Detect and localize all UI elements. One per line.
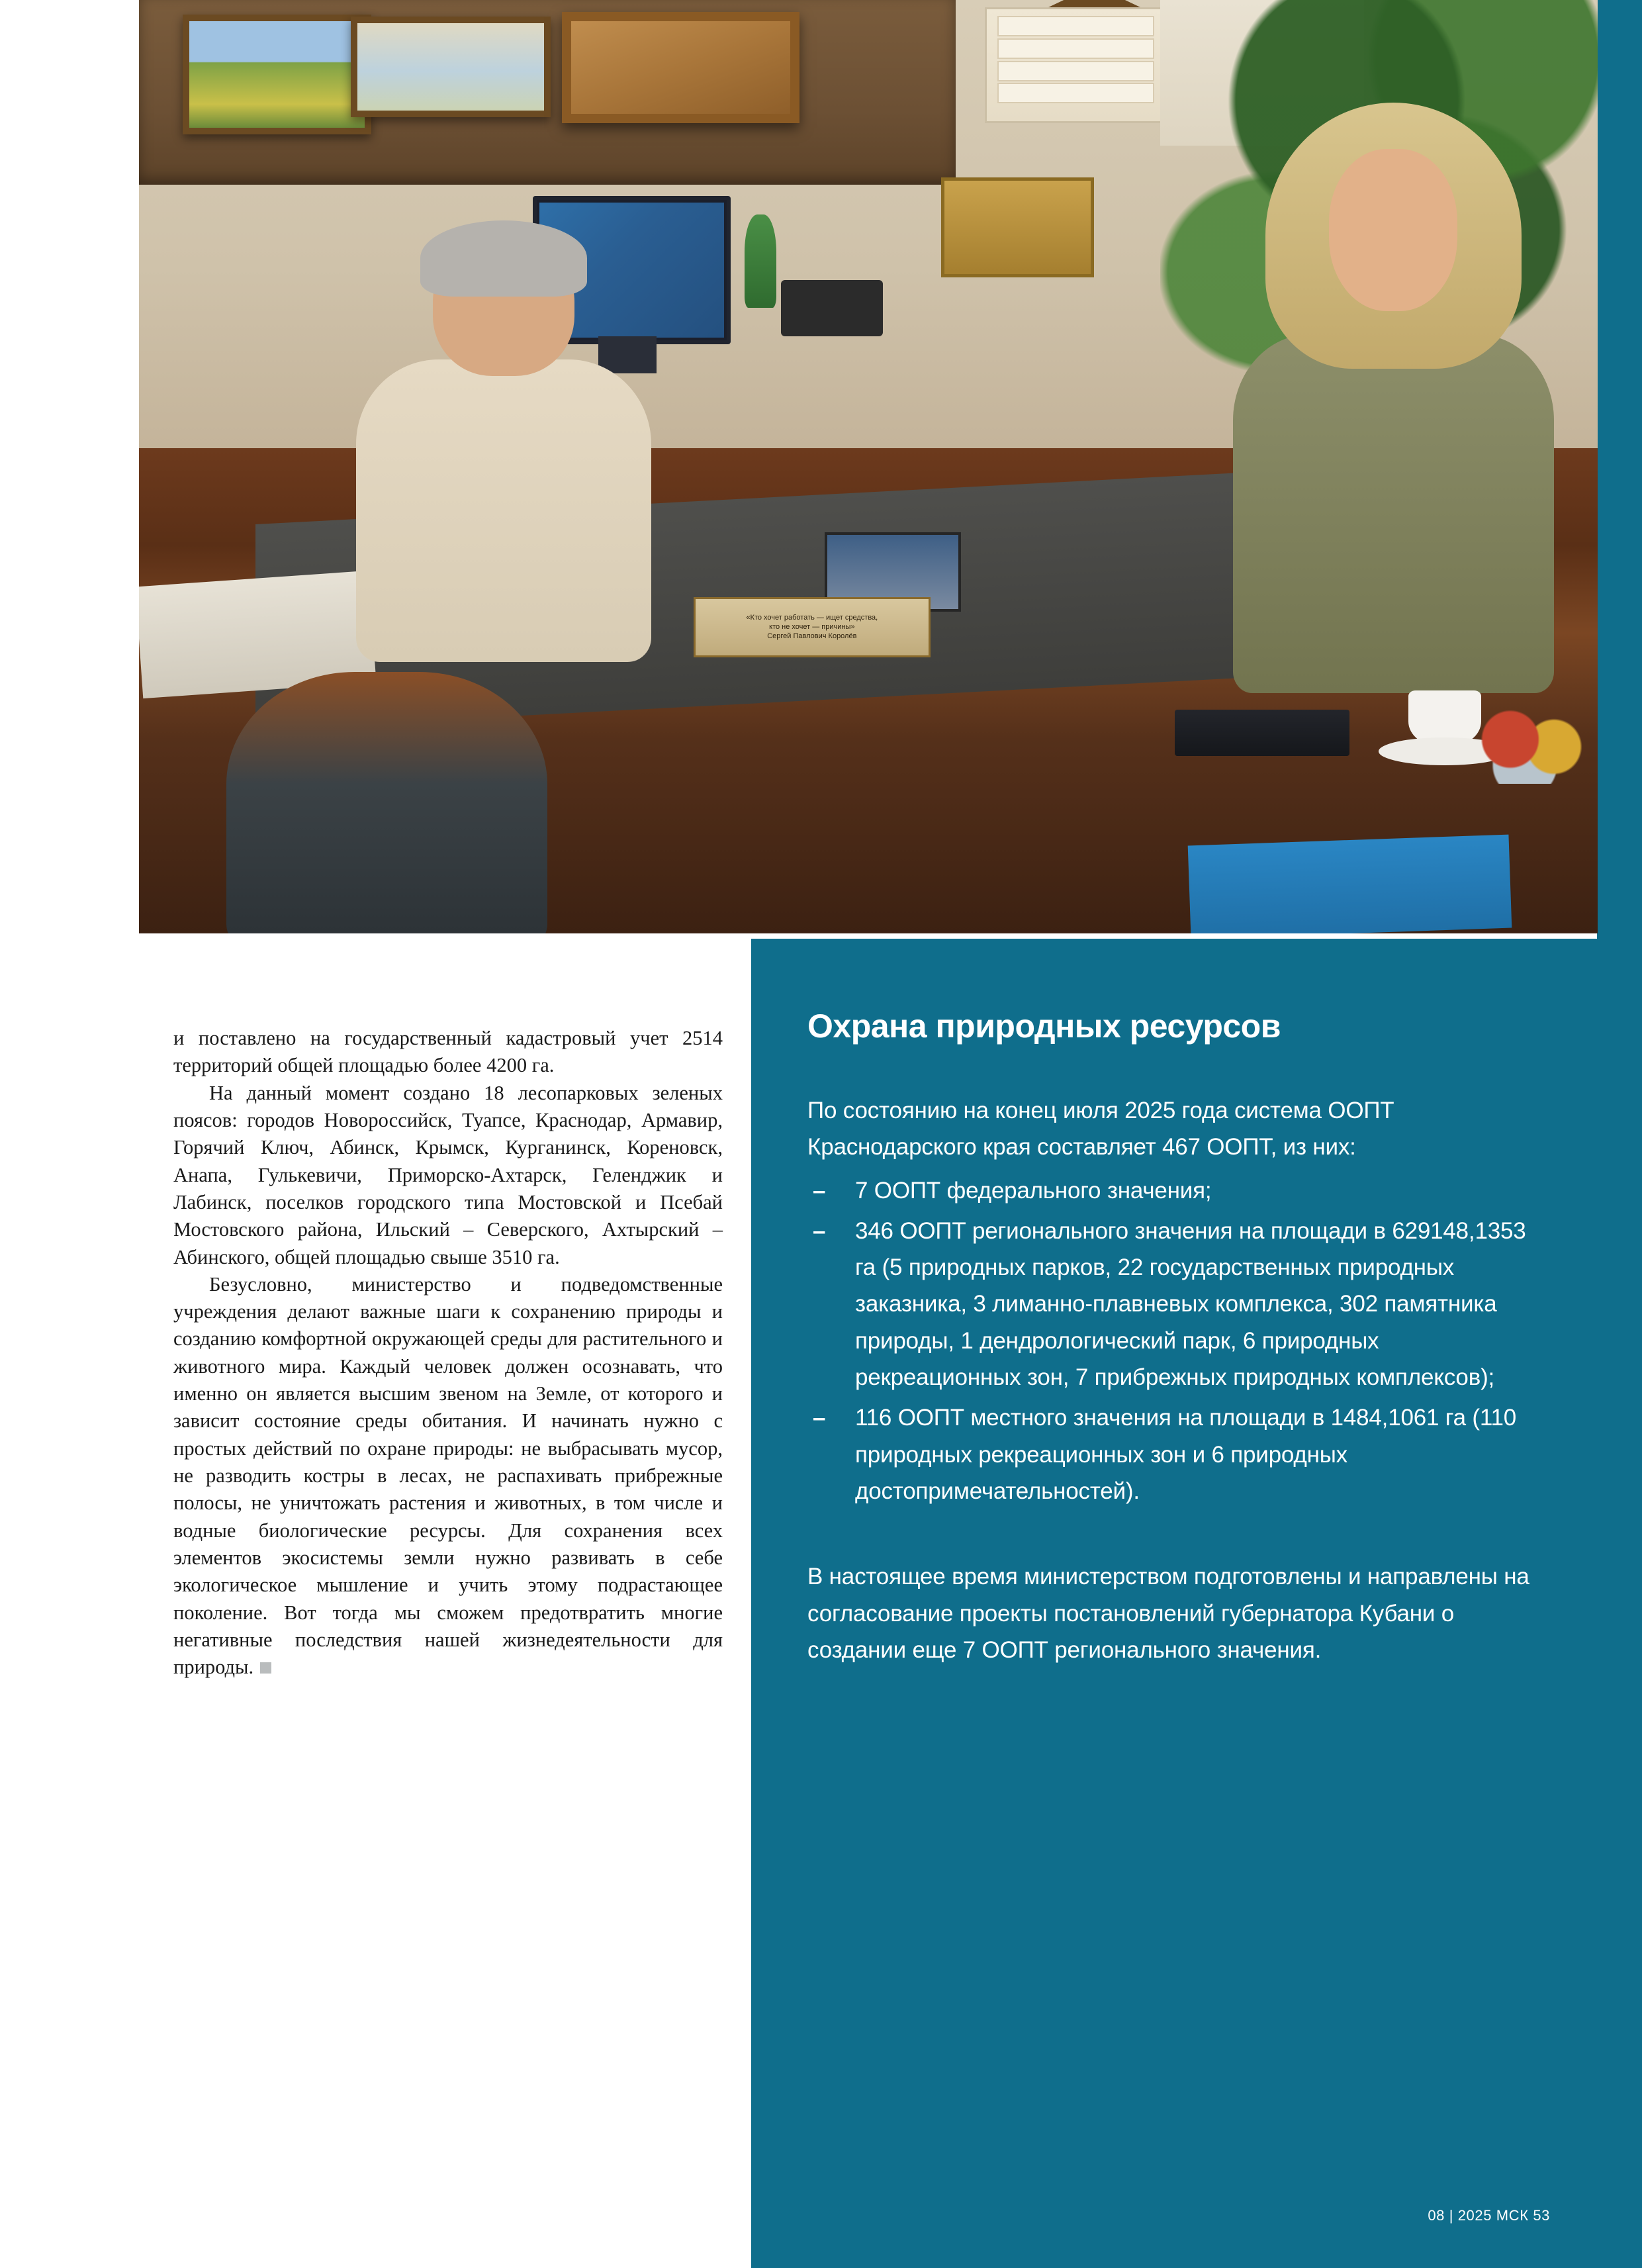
photo-person-right-face <box>1329 149 1457 311</box>
article-paragraph <box>173 1271 723 1681</box>
bullet-dash-icon: – <box>813 1405 826 1431</box>
sidebar-title: Охрана природных ресурсов <box>807 1008 1281 1045</box>
nameplate-line-1: «Кто хочет работать — ищет средства, <box>746 614 878 622</box>
page-edge-bar <box>1597 0 1642 2268</box>
bullet-dash-icon: – <box>813 1217 826 1244</box>
interview-photo <box>139 0 1598 933</box>
article-paragraph: и поставлено на государственный кадастровый учет 2514 территорий общей площадью более 4200 га. <box>173 1027 723 1077</box>
photo-desk-phone <box>781 280 883 336</box>
photo-background <box>139 0 1598 933</box>
list-item <box>807 1399 1550 1509</box>
photo-person-left-body <box>356 359 651 662</box>
photo-chair <box>226 672 547 933</box>
nameplate-line-2: кто не хочет — причины» <box>769 622 855 631</box>
photo-icons-shelf <box>941 177 1093 277</box>
sidebar-bullet-list <box>807 1172 1550 1510</box>
sidebar-lead: По состоянию на конец июля 2025 года система ООПТ Краснодарского края составляет 467 ООПТ, из них: <box>807 1098 1394 1160</box>
photo-desk-nameplate <box>694 597 931 657</box>
photo-person-right <box>1233 103 1554 681</box>
list-item-text: 116 ООПТ местного значения на площади в 1484,1061 га (110 природных рекреационных зон и 6 природных достопримечательностей). <box>855 1405 1517 1504</box>
photo-fruit-bowl <box>1452 710 1598 784</box>
photo-map-picture <box>351 17 551 117</box>
photo-painting-1 <box>183 15 371 134</box>
photo-magazine <box>1188 835 1512 933</box>
photo-water-bottle <box>745 214 776 308</box>
list-item-text: 346 ООПТ регионального значения на площади в 629148,1353 га (5 природных парков, 22 государственных природных заказника, 3 лиманно-плавневых комплекса, 302 памятника природы, 1 дендрологический парк, 6 природных рекреационных зон, 7 прибрежных природных комплексов); <box>855 1217 1526 1391</box>
photo-person-right-body <box>1233 334 1554 693</box>
list-item <box>807 1172 1550 1209</box>
photo-person-left <box>343 234 664 654</box>
sidebar-panel <box>751 939 1598 2268</box>
list-item-text: 7 ООПТ федерального значения; <box>855 1177 1212 1204</box>
article-paragraph-text: Безусловно, министерство и подведомственные учреждения делают важные шаги к сохранению природы и созданию комфортной окружающей среды для растительного и животного мира. Каждый человек должен осознавать, что именно он является высшим звеном на Земле, от которого и зависит состояние среды обитания. И начинать нужно с простых действий по охране природы: не выбрасывать мусор, не разводить костры в лесах, не распахивать прибрежные полосы, не уничтожать растения и животных, в том числе и водные биологические ресурсы. Для сохранения всех элементов экосистемы земли нужно развивать в себе экологическое мышление и учить этому подрастающее поколение. Вот тогда мы сможем предотвратить многие негативные последствия нашей жизнедеятельности для природы. <box>173 1272 723 1679</box>
photo-person-left-hair <box>420 220 587 296</box>
photo-wall-calendar <box>985 7 1163 123</box>
photo-notebook <box>1175 710 1349 757</box>
photo-desk-nameplate-text <box>696 599 929 655</box>
sidebar-tail-text: В настоящее время министерством подготовлены и направлены на согласование проекты постановлений губернатора Кубани о создании еще 7 ООПТ регионального значения. <box>807 1564 1529 1663</box>
article-body <box>173 1025 723 1681</box>
list-item <box>807 1213 1550 1395</box>
sidebar-content <box>807 1008 1550 1691</box>
article-paragraph: На данный момент создано 18 лесопарковых зеленых поясов: городов Новороссийск, Туапсе, Краснодар, Армавир, Горячий Ключ, Абинск, Крымск, Курганинск, Кореновск, Анапа, Гулькевичи, Приморско-Ахтарск, Геленджик и Лабинск, поселков городского типа Мостовской и Псебай Мостовского района, Ильский – Северского, Ахтырский – Абинского, общей площадью свыше 3510 га. <box>173 1081 723 1268</box>
photo-wood-carving <box>562 12 799 122</box>
end-mark <box>260 1662 271 1674</box>
bullet-dash-icon: – <box>813 1177 826 1204</box>
page-folio: 08 | 2025 МСК 53 <box>1428 2207 1550 2224</box>
nameplate-line-3: Сергей Павлович Королёв <box>767 632 857 640</box>
